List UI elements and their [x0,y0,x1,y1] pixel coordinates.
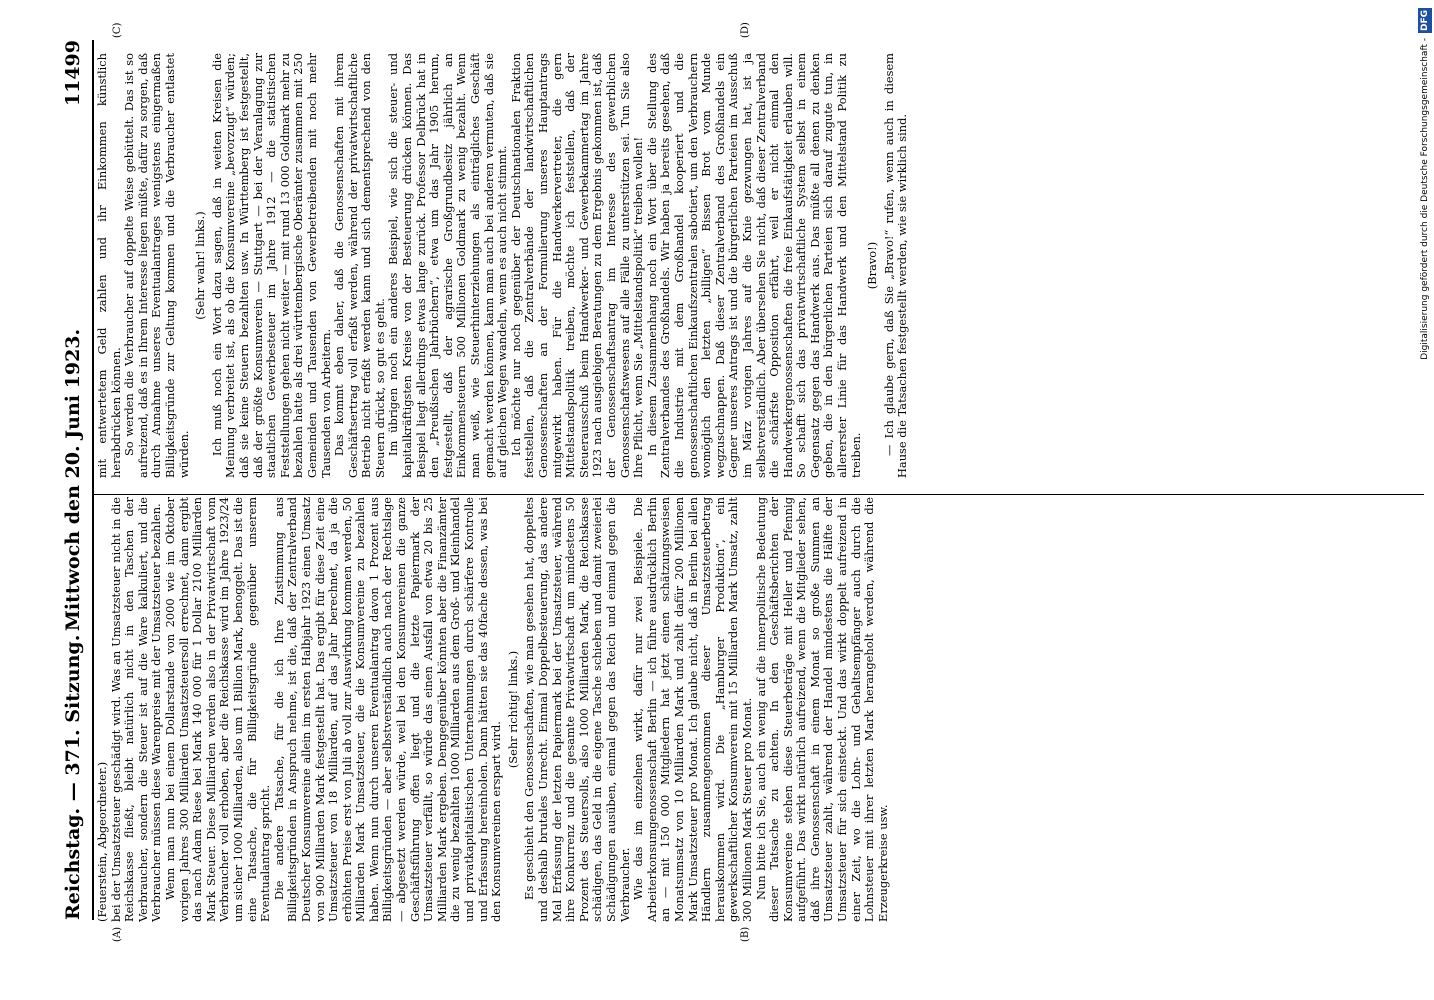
paragraph: Im übrigen noch ein anderes Beispiel, wie sich die steuer- und kapitalkräftigsten Kreise von der Besteuerung drücken können. Das Beispiel liegt allerdings etwas lange zurück. Professor Delbrück hat in den „Preußischen Jahrbüchern“, etwa um das Jahr 1905 herum, festgestellt, daß der agrarische Großgrundbesitz jährlich an Einkommensteuern 500 Millionen Goldmark zu wenig bezahlt. Wenn man weiß, wie Steuerhinterziehungen als einträgliches Geschäft gemacht werden können, kann man auch bei anderen vermuten, daß sie auf gleichen Wegen wandeln, wenn es auch nicht stimmt. [386,53,510,478]
paragraph: Nun bitte ich Sie, auch ein wenig auf die innerpolitische Bedeutung dieser Tatsache zu achten. In den Geschäftsberichten der Konsumvereine stehen diese Steuerbeträge mit Heller und Pfennig aufgeführt. Das wirkt natürlich aufreizend, wenn die Mitglieder sehen, daß ihre Genossenschaft in einem Monat so große Summen an Umsatzsteuer zahlt, während der Handel mindestens die Hälfte der Umsatzsteuer für sich einsteckt. Und das wirkt doppelt aufreizend in einer Zeit, wo die Lohn- und Gehaltsempfänger auch durch die Lohnsteuer mit ihrer letzten Mark herangeholt werden, während die Erzeugerkreise usw. [753,497,890,922]
dfg-logo: DFG [1420,10,1430,32]
margin-mark-d: (D) [740,22,751,38]
margin-mark-c: (C) [112,22,123,38]
right-column [96,53,910,478]
paragraph: Wie das im einzelnen wirkt, dafür nur zwei Beispiele. Die Arbeiterkonsumgenossenschaft Berlin — ich führe ausdrücklich Berlin an — mit 150 000 Mitgliedern hat jetzt einen schätzungsweisen Monatsumsatz von 10 Milliarden Mark und zahlt dafür 200 Millionen Mark Umsatzsteuer pro Monat. Ich glaube nicht, daß in Berlin bei allen Händlern zusammengenommen dieser Umsatzsteuerbetrag herauskommen wird. Die „Hamburger Produktion“, ein gewerkschaftlicher Konsumverein mit 15 Milliarden Mark Umsatz, zahlt 300 Millionen Mark Steuer pro Monat. [631,497,754,922]
page-number: 11499 [62,40,84,107]
paragraph: Es geschieht den Genossenschaften, wie man gesehen hat, doppeltes und deshalb brutales Unrecht. Einmal Doppelbesteuerung, das andere Mal Erfassung der letzten Papiermark bei der Umsatzsteuer, während ihre Konkurrenz und die gesamte Privatwirtschaft um mindestens 50 Prozent des Steuersolls, also 1000 Milliarden Mark, die Reichskasse schädigen, das Geld in die eigene Tasche schieben und damit zweierlei Schädigungen ausüben, einmal gegen das Reich und einmal gegen die Verbraucher. [522,497,632,922]
paragraph: Wenn man nun bei einem Dollarstande von 2000 wie im Oktober vorigen Jahres 300 Milliarden Umsatzsteuersoll errechnet, dann ergibt das nach Adam Riese bei Mark 140 000 für 1 Dollar 2100 Milliarden Mark Steuer. Diese Milliarden werden also in der Privatwirtschaft vom Verbraucher voll erhoben, aber die Reichskasse wird im Jahre 1923/24 um sicher 1000 Milliarden, also um 1 Billion Mark, benoggelt. Das ist die eine Tatsache, die für Billigkeitsgründe gegenüber unserem Eventualantrag spricht. [162,497,273,922]
header-left: Reichstag. — 371. Sitzung. [62,634,84,920]
paragraph: — Ich glaube gern, daß Sie „Bravo!“ rufen, wenn auch in diesem Hause die Tatsachen festgestellt werden, wie sie wirklich sind. [881,53,910,478]
paragraph: Ich muß noch ein Wort dazu sagen, daß in weiten Kreisen die Meinung verbreitet ist, als ob die Konsumvereine „bevorzugt“ würden; daß sie keine Steuern bezahlten usw. In Württemberg ist festgestellt, daß der größte Konsumverein — Stuttgart — bei der Veranlagung zur staatlichen Gewerbesteuer im Jahre 1912 — die statistischen Feststellungen gehen nicht weiter — mit rund 13 000 Goldmark mehr zu bezahlen hatte als drei württembergische Oberämter zusammen mit 250 Gemeinden und Tausenden von Gewerbetreibenden mit noch mehr Tausenden von Arbeitern. [209,53,333,478]
footer-text: Digitalisierung gefördert durch die Deutsche Forschungsgemeinschaft - [1420,37,1430,360]
paragraph: Das kommt eben daher, daß die Genossenschaften mit ihrem Geschäftsertrag voll erfaßt werden, während der privatwirtschaftliche Betrieb nicht erfaßt werden kann und sich dementsprechend von den Steuern drückt, so gut es geht. [332,53,387,478]
paragraph: mit entwertetem Geld zahlen und ihr Einkommen künstlich herabdrücken können. [95,53,123,478]
paragraph: Die andere Tatsache, für die ich Ihre Zustimmung aus Billigkeitsgründen in Anspruch nehme, ist die, daß der Zentralverband Deutscher Konsumvereine allein im ersten Halbjahr 1923 einen Umsatz von 900 Milliarden Mark festgestellt hat. Das ergibt für diese Zeit eine Umsatzsteuer von 18 Milliarden, auf das Jahr berechnet, da ja die erhöhten Preise erst von Juli ab voll zur Auswirkung kommen werden, 50 Milliarden Mark Umsatzsteuer, die die Konsumvereine zu bezahlen haben. Wenn nun durch unseren Eventualantrag davon 1 Prozent aus Billigkeitsgründen — aber selbstverständlich auch nach der Rechtslage — abgesetzt werden würde, weil bei den Konsumvereinen die ganze Geschäftsführung offen liegt und die letzte Papiermark der Umsatzsteuer verfällt, so würde das einen Ausfall von etwa 20 bis 25 Milliarden Mark ergeben. Demgegenüber könnten aber die Finanzämter die zu wenig bezahlten 1000 Milliarden aus dem Groß- und Kleinhandel und privatkapitalistischen Unternehmungen durch schärfere Kontrolle und Erfassung hereinholen. Dann hätten sie das 40fache dessen, was bei den Konsumvereinen erspart wird. [271,497,504,922]
interjection: (Bravo!) [865,241,880,290]
header-date: Mittwoch den 20. Juni 1923. [62,328,84,632]
header-rule [92,40,94,920]
speaker-intro: (Feuerstein, Abgeordneter.) [95,761,109,922]
column-divider [94,494,1424,495]
margin-mark-b: (B) [740,926,751,942]
paragraph: So werden die Verbraucher auf doppelte Weise gebüttelt. Das ist so aufreizend, daß es in Ihrem Interesse liegen müßte, dafür zu sorgen, daß durch Annahme unseres Eventualantrages wenigstens einigermaßen Billigkeitsgründe zur Geltung kommen und die Verbraucher entlastet würden. [122,53,191,478]
paragraph: bei der Umsatzsteuer geschädigt wird. Was an Umsatzsteuer nicht in die Reichskasse fließt, bleibt natürlich nicht in den Taschen der Verbraucher, sondern die Steuer ist auf die Ware kalkuliert, und die Verbraucher müssen diese Warenpreise mit der Umsatzsteuer bezahlen. [108,497,164,922]
page-header [62,40,92,920]
left-column [96,497,890,922]
margin-mark-a: (A) [112,926,123,942]
interjection: (Sehr richtig! links.) [505,650,520,769]
interjection: (Sehr wahr! links.) [193,211,208,320]
footer-strip [1418,8,1432,648]
paragraph: In diesem Zusammenhang noch ein Wort über die Stellung des Zentralverbandes des Großhandels. Wir haben ja bereits gesehen, daß die Industrie mit dem Großhandel kooperiert und die genossenschaftlichen Einkaufszentralen sabotiert, um den Verbrauchern womöglich den letzten „billigen“ Bissen Brot vom Munde wegzuschnappen. Daß dieser Zentralverband des Großhandels ein Gegner unseres Antrags ist und die bürgerlichen Parteien im Ausschuß im März vorigen Jahres auf die Knie gezwungen hat, ist ja selbstverständlich. Aber übersehen Sie nicht, daß dieser Zentralverband die schärfste Opposition erfährt, weil er nicht einmal den Handwerkergenossenschaften die freie Einkaufstätigkeit erlauben will. So schafft sich das privatwirtschaftliche System selbst in einem Gegensatz gegen das Handwerk aus. Das müßte all denen zu denken geben, die in den bürgerlichen Parteien sich darauf zugute tun, in allererster Linie für das Handwerk und den Mittelstand Politik zu treiben. [644,53,863,478]
paragraph: Ich möchte nur noch gegenüber der Deutschnationalen Fraktion feststellen, daß die Zentralverbände der landwirtschaftlichen Genossenschaften an der Formulierung unseres Hauptantrags mitgewirkt haben. Für die Handwerkervertreter, die gern Mittelstandspolitik treiben, möchte ich feststellen, daß der Steuerausschuß beim Handwerker- und Gewerbekammertag im Jahre 1923 nach ausgiebigen Beratungen zu dem Ergebnis gekommen ist, daß der Genossenschaftsantrag im Interesse des gewerblichen Genossenschaftswesens auf alle Fälle zu unterstützen sei. Tun Sie also Ihre Pflicht, wenn Sie „Mittelstandspolitik“ treiben wollen! [508,53,646,478]
